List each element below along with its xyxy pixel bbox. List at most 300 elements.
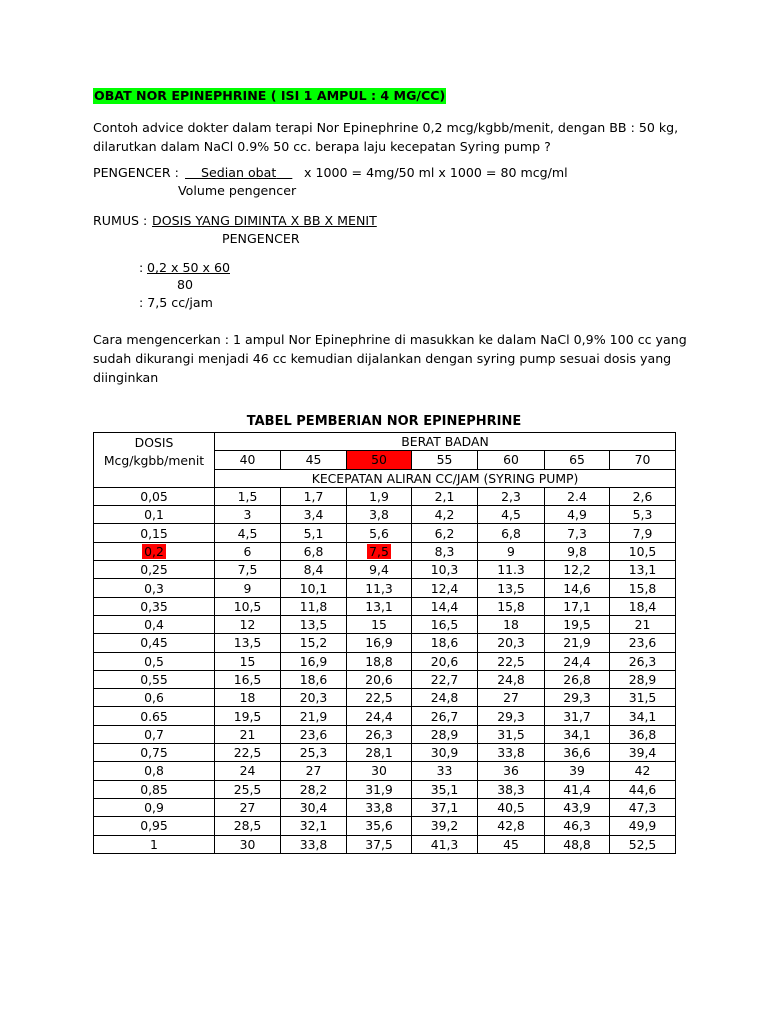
rate-value: 14,6 xyxy=(563,580,591,596)
rate-value: 4,5 xyxy=(237,525,258,541)
rate-cell xyxy=(281,524,347,542)
rate-value: 27 xyxy=(239,800,256,816)
dose-value: 0,95 xyxy=(140,818,168,834)
rate-value: 18,6 xyxy=(430,635,459,651)
rate-cell xyxy=(610,597,676,615)
rate-value: 11.3 xyxy=(497,562,525,578)
dose-cell xyxy=(94,597,215,615)
rate-value: 44,6 xyxy=(628,781,657,797)
rate-value: 31,7 xyxy=(563,708,591,724)
dose-cell xyxy=(94,817,215,835)
rate-value: 15 xyxy=(239,653,256,669)
dose-value: 0,5 xyxy=(144,653,164,669)
rate-value: 31,5 xyxy=(628,690,657,706)
rate-cell xyxy=(478,762,545,780)
rate-cell xyxy=(281,634,347,652)
rate-cell xyxy=(281,652,347,670)
rate-cell xyxy=(412,652,478,670)
rate-value: 36,6 xyxy=(563,745,591,761)
rate-value: 30,4 xyxy=(299,800,328,816)
rate-cell xyxy=(412,579,478,597)
rate-cell xyxy=(610,780,676,798)
rate-cell xyxy=(545,597,610,615)
rate-cell xyxy=(610,670,676,688)
rate-cell xyxy=(412,506,478,524)
rate-cell xyxy=(347,835,412,853)
rate-cell xyxy=(545,780,610,798)
rate-value: 17,1 xyxy=(563,598,591,614)
rate-value: 6,8 xyxy=(501,525,521,541)
rate-value: 18,8 xyxy=(365,653,393,669)
table-row xyxy=(94,579,676,597)
rate-header: KECEPATAN ALIRAN CC/JAM (SYRING PUMP) xyxy=(215,469,676,487)
rate-cell xyxy=(347,487,412,505)
rate-cell xyxy=(215,744,281,762)
dose-value: 0,2 xyxy=(144,543,164,559)
rate-cell xyxy=(347,725,412,743)
table-row xyxy=(94,652,676,670)
rate-cell xyxy=(281,579,347,597)
rate-cell xyxy=(545,487,610,505)
rate-value: 49,9 xyxy=(628,818,657,834)
rate-cell xyxy=(281,487,347,505)
rate-cell xyxy=(478,780,545,798)
rate-value: 33,8 xyxy=(299,836,328,852)
rate-value: 16,5 xyxy=(430,617,459,633)
rate-value: 39,2 xyxy=(430,818,459,834)
rate-value: 20,6 xyxy=(430,653,459,669)
dose-value: 0,3 xyxy=(144,580,164,596)
rate-cell xyxy=(412,670,478,688)
rate-cell xyxy=(478,487,545,505)
rate-cell xyxy=(347,579,412,597)
rate-cell xyxy=(281,780,347,798)
dilution-instructions: Cara mengencerkan : 1 ampul Nor Epinephrine di masukkan ke dalam NaCl 0,9% 100 cc yang sudah dikurangi menjadi 46 cc kemudian dijalankan dengan syring pump sesuai dosis yang diinginkan xyxy=(93,332,687,385)
rate-value: 12 xyxy=(239,617,256,633)
pengencer-denominator: Volume pengencer xyxy=(178,183,297,198)
dose-value: 0,9 xyxy=(144,800,164,816)
table-row xyxy=(94,835,676,853)
dose-cell xyxy=(94,744,215,762)
rate-value: 5,3 xyxy=(632,507,653,523)
rate-value: 41,3 xyxy=(430,836,459,852)
rate-cell xyxy=(478,817,545,835)
rate-value: 8,4 xyxy=(303,562,324,578)
weight-header-cell: 50 xyxy=(347,451,412,469)
dose-cell xyxy=(94,689,215,707)
rate-value: 13,5 xyxy=(299,617,328,633)
rate-cell xyxy=(478,561,545,579)
rate-value: 2,6 xyxy=(632,489,653,505)
dose-cell xyxy=(94,652,215,670)
rate-cell xyxy=(610,652,676,670)
rate-cell xyxy=(281,597,347,615)
rate-cell xyxy=(478,542,545,560)
rate-value: 28,5 xyxy=(233,818,262,834)
dose-column-header xyxy=(94,433,215,488)
rate-cell xyxy=(215,670,281,688)
pengencer-formula: x 1000 = 4mg/50 ml x 1000 = 80 mcg/ml xyxy=(304,165,568,180)
rate-value: 52,5 xyxy=(628,836,657,852)
rate-cell xyxy=(545,835,610,853)
rate-cell xyxy=(610,542,676,560)
rate-value: 9,4 xyxy=(369,562,389,578)
rate-value: 7,3 xyxy=(567,525,587,541)
rate-cell xyxy=(347,798,412,816)
rate-value: 15 xyxy=(371,617,387,633)
dose-value: 0,35 xyxy=(140,598,168,614)
rate-value: 29,3 xyxy=(497,708,525,724)
rate-cell xyxy=(412,561,478,579)
rate-cell xyxy=(545,506,610,524)
rate-cell xyxy=(347,689,412,707)
rate-value: 5,1 xyxy=(303,525,324,541)
rate-cell xyxy=(347,652,412,670)
weight-header-cell: 40 xyxy=(215,451,281,469)
rate-cell xyxy=(347,707,412,725)
rate-value: 2,1 xyxy=(434,489,455,505)
rate-cell xyxy=(215,487,281,505)
rate-value: 26,8 xyxy=(563,672,591,687)
rate-cell xyxy=(478,506,545,524)
rate-cell xyxy=(412,487,478,505)
rate-cell xyxy=(347,670,412,688)
rate-cell xyxy=(215,652,281,670)
rate-value: 6 xyxy=(243,543,252,559)
rate-value: 13,1 xyxy=(365,598,393,614)
rate-cell xyxy=(478,725,545,743)
rate-value: 6,8 xyxy=(303,543,324,559)
rate-value: 15,8 xyxy=(497,598,525,614)
dose-cell xyxy=(94,835,215,853)
rate-value: 21,9 xyxy=(299,708,328,724)
rate-cell xyxy=(412,780,478,798)
rate-cell xyxy=(281,725,347,743)
rate-cell xyxy=(545,524,610,542)
rate-cell xyxy=(545,542,610,560)
table-row xyxy=(94,524,676,542)
rate-cell xyxy=(215,762,281,780)
rate-cell xyxy=(215,689,281,707)
rate-cell xyxy=(281,762,347,780)
rate-value: 9 xyxy=(243,580,252,596)
rate-cell xyxy=(478,579,545,597)
rate-cell xyxy=(545,817,610,835)
dose-value: 0,15 xyxy=(140,525,168,541)
rate-value: 25,5 xyxy=(233,781,262,797)
table-row xyxy=(94,689,676,707)
dose-value: 0,6 xyxy=(144,690,164,706)
rate-value: 25,3 xyxy=(299,745,328,761)
rate-value: 7,9 xyxy=(632,525,653,541)
rate-value: 10,3 xyxy=(430,562,459,578)
rate-cell xyxy=(347,762,412,780)
rate-value: 26,7 xyxy=(430,708,459,724)
table-row xyxy=(94,615,676,633)
rate-value: 4,2 xyxy=(434,507,455,523)
table-row xyxy=(94,817,676,835)
dose-cell xyxy=(94,707,215,725)
rate-cell xyxy=(545,652,610,670)
rate-value: 9,8 xyxy=(567,543,587,559)
rate-value: 18 xyxy=(503,617,519,633)
rate-value: 34,1 xyxy=(628,708,657,724)
rate-value: 28,2 xyxy=(299,781,328,797)
rate-value: 24 xyxy=(239,763,256,779)
rate-cell xyxy=(347,542,412,560)
rate-value: 10,5 xyxy=(233,598,262,614)
calc-numerator: 0,2 x 50 x 60 xyxy=(147,260,230,275)
rate-value: 3 xyxy=(243,507,252,523)
rate-cell xyxy=(610,561,676,579)
rate-value: 7,5 xyxy=(237,562,258,578)
rate-cell xyxy=(610,744,676,762)
rate-value: 22,5 xyxy=(497,653,525,669)
rate-value: 23,6 xyxy=(628,635,657,651)
table-title: TABEL PEMBERIAN NOR EPINEPHRINE xyxy=(246,414,522,429)
rate-cell xyxy=(478,615,545,633)
dose-cell xyxy=(94,670,215,688)
rate-value: 29,3 xyxy=(563,690,591,706)
weight-header-cell: 70 xyxy=(610,451,676,469)
rate-cell xyxy=(610,487,676,505)
rate-cell xyxy=(610,798,676,816)
rate-value: 22,5 xyxy=(233,745,262,761)
dose-value: 0,45 xyxy=(140,635,168,651)
rate-cell xyxy=(412,725,478,743)
rate-value: 30,9 xyxy=(430,745,459,761)
rate-value: 27 xyxy=(503,690,519,706)
rate-cell xyxy=(412,689,478,707)
dose-cell xyxy=(94,506,215,524)
rate-cell xyxy=(478,597,545,615)
rate-cell xyxy=(347,817,412,835)
rate-cell xyxy=(215,835,281,853)
dose-value: 0.65 xyxy=(140,708,168,724)
rate-value: 35,6 xyxy=(365,818,393,834)
table-row xyxy=(94,670,676,688)
rate-value: 14,4 xyxy=(430,598,459,614)
rate-cell xyxy=(215,579,281,597)
rate-cell xyxy=(610,725,676,743)
rate-cell xyxy=(545,579,610,597)
rate-cell xyxy=(412,707,478,725)
pengencer-numerator: Sedian obat xyxy=(201,165,277,180)
table-row xyxy=(94,744,676,762)
table-row xyxy=(94,762,676,780)
rate-value: 8,3 xyxy=(434,543,455,559)
rate-value: 28,9 xyxy=(628,672,657,687)
rate-cell xyxy=(545,744,610,762)
rate-cell xyxy=(412,762,478,780)
rate-cell xyxy=(610,707,676,725)
table-row xyxy=(94,725,676,743)
table-row xyxy=(94,506,676,524)
rate-cell xyxy=(478,634,545,652)
rate-cell xyxy=(347,634,412,652)
dose-table xyxy=(93,432,676,854)
rate-value: 13,5 xyxy=(233,635,262,651)
rate-cell xyxy=(347,597,412,615)
example-question: Contoh advice dokter dalam terapi Nor Epinephrine 0,2 mcg/kgbb/menit, dengan BB : 50 kg, dilarutkan dalam NaCl 0.9% 50 cc. berapa laju kecepatan Syring pump ? xyxy=(93,120,679,154)
rate-cell xyxy=(347,744,412,762)
weight-header: BERAT BADAN xyxy=(215,433,676,451)
rate-cell xyxy=(347,561,412,579)
rate-value: 24,8 xyxy=(497,672,525,687)
rate-value: 23,6 xyxy=(299,726,328,742)
dose-value: 0,85 xyxy=(140,781,168,797)
rate-cell xyxy=(281,707,347,725)
rate-value: 15,2 xyxy=(299,635,328,651)
calc-result: : 7,5 cc/jam xyxy=(139,295,213,310)
rate-value: 30 xyxy=(239,836,256,852)
rate-cell xyxy=(478,670,545,688)
dose-cell xyxy=(94,524,215,542)
rate-cell xyxy=(412,835,478,853)
rate-value: 20,3 xyxy=(299,690,328,706)
rate-value: 48,8 xyxy=(563,836,591,852)
rate-cell xyxy=(412,744,478,762)
table-row xyxy=(94,634,676,652)
weight-header-cell: 45 xyxy=(281,451,347,469)
rate-cell xyxy=(281,670,347,688)
rate-value: 33,8 xyxy=(365,800,393,816)
rate-value: 26,3 xyxy=(365,726,393,742)
rate-value: 2.4 xyxy=(567,489,587,505)
rate-cell xyxy=(412,615,478,633)
dose-value: 0,55 xyxy=(140,672,168,687)
rate-cell xyxy=(215,506,281,524)
dose-value: 0,75 xyxy=(140,745,168,761)
rate-value: 35,1 xyxy=(430,781,459,797)
rate-cell xyxy=(215,561,281,579)
rumus-label: RUMUS : xyxy=(93,213,148,228)
rate-value: 1,5 xyxy=(237,489,258,505)
rate-cell xyxy=(610,524,676,542)
rate-cell xyxy=(215,615,281,633)
dose-cell xyxy=(94,725,215,743)
rate-cell xyxy=(281,561,347,579)
weight-header-cell: 55 xyxy=(412,451,478,469)
rumus-denominator: PENGENCER xyxy=(222,231,300,246)
dose-cell xyxy=(94,542,215,560)
rate-value: 39,4 xyxy=(628,745,657,761)
rate-cell xyxy=(412,817,478,835)
rate-value: 16,5 xyxy=(233,672,262,687)
dose-header-line1: DOSIS xyxy=(134,435,174,450)
dose-value: 0,25 xyxy=(140,562,168,578)
rate-value: 42,8 xyxy=(497,818,525,834)
rate-value: 7,5 xyxy=(369,543,389,559)
dose-cell xyxy=(94,762,215,780)
rate-value: 36,8 xyxy=(628,726,657,742)
rate-value: 1,9 xyxy=(369,489,389,505)
rate-cell xyxy=(545,725,610,743)
rate-cell xyxy=(545,561,610,579)
rate-cell xyxy=(478,835,545,853)
rate-cell xyxy=(215,817,281,835)
rate-cell xyxy=(347,780,412,798)
dose-value: 1 xyxy=(150,836,158,852)
rate-cell xyxy=(215,634,281,652)
dose-cell xyxy=(94,615,215,633)
rate-cell xyxy=(478,707,545,725)
rate-cell xyxy=(281,835,347,853)
rate-value: 30 xyxy=(371,763,387,779)
rate-cell xyxy=(545,707,610,725)
rate-cell xyxy=(478,798,545,816)
rate-value: 22,7 xyxy=(430,672,459,687)
rate-cell xyxy=(281,689,347,707)
rate-value: 3,8 xyxy=(369,507,389,523)
rate-cell xyxy=(412,634,478,652)
dose-value: 0,1 xyxy=(144,507,164,523)
rate-value: 19,5 xyxy=(233,708,262,724)
rate-cell xyxy=(478,744,545,762)
rate-cell xyxy=(215,707,281,725)
calc-prefix: : xyxy=(139,260,144,275)
calc-denominator: 80 xyxy=(177,277,194,292)
rate-cell xyxy=(215,725,281,743)
rate-cell xyxy=(478,652,545,670)
rate-value: 18,6 xyxy=(299,672,328,687)
dose-header-line2: Mcg/kgbb/menit xyxy=(103,453,205,468)
rate-value: 10,5 xyxy=(628,543,657,559)
rate-value: 13,1 xyxy=(628,562,657,578)
rate-cell xyxy=(610,506,676,524)
rate-value: 15,8 xyxy=(628,580,657,596)
rate-value: 34,1 xyxy=(563,726,591,742)
rate-value: 19,5 xyxy=(563,617,591,633)
rate-value: 13,5 xyxy=(497,580,525,596)
table-row xyxy=(94,487,676,505)
rate-value: 33,8 xyxy=(497,745,525,761)
rate-cell xyxy=(545,798,610,816)
rate-value: 21 xyxy=(239,726,256,742)
dose-cell xyxy=(94,487,215,505)
rate-value: 37,1 xyxy=(430,800,459,816)
rate-value: 24,4 xyxy=(563,653,591,669)
dose-cell xyxy=(94,634,215,652)
rate-value: 18 xyxy=(239,690,256,706)
rate-value: 42 xyxy=(634,763,651,779)
rate-cell xyxy=(478,689,545,707)
rate-value: 2,3 xyxy=(501,489,521,505)
rate-value: 33 xyxy=(436,763,453,779)
rate-value: 38,3 xyxy=(497,781,525,797)
rate-cell xyxy=(610,762,676,780)
rate-cell xyxy=(215,524,281,542)
rate-cell xyxy=(215,542,281,560)
rate-value: 46,3 xyxy=(563,818,591,834)
rate-value: 28,1 xyxy=(365,745,393,761)
rate-value: 12,4 xyxy=(430,580,459,596)
rate-cell xyxy=(215,798,281,816)
rate-value: 4,5 xyxy=(501,507,521,523)
rate-value: 47,3 xyxy=(628,800,657,816)
dose-cell xyxy=(94,579,215,597)
rate-cell xyxy=(545,762,610,780)
rate-value: 18,4 xyxy=(628,598,657,614)
weight-header-cell: 65 xyxy=(545,451,610,469)
table-row xyxy=(94,798,676,816)
rate-value: 41,4 xyxy=(563,781,591,797)
rate-cell xyxy=(412,524,478,542)
dose-cell xyxy=(94,798,215,816)
rate-value: 24,8 xyxy=(430,690,459,706)
rate-value: 4,9 xyxy=(567,507,587,523)
rate-value: 37,5 xyxy=(365,836,393,852)
